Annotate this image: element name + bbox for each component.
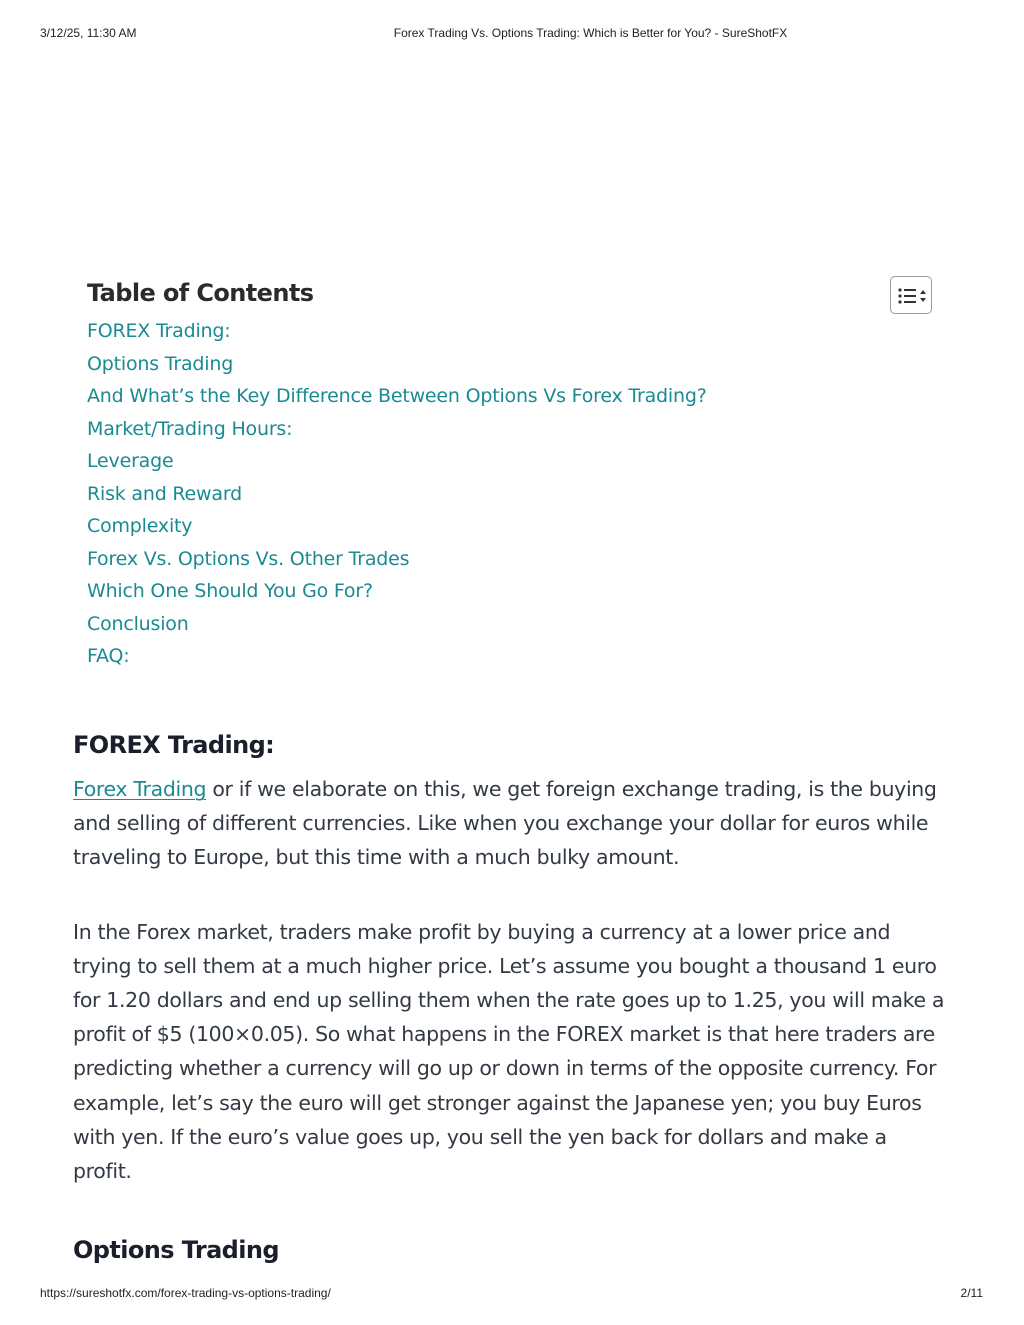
print-page-title: Forex Trading Vs. Options Trading: Which is Better for You? - SureShotFX <box>393 26 788 40</box>
paragraph-text: or if we elaborate on this, we get foreign exchange trading, is the buying and selling of different currencies. Like when you exchange your dollar for euros while traveling to Europe, but this time with a much bulky amount. <box>73 777 937 870</box>
article-body <box>73 726 951 1269</box>
toc-link-forex-trading[interactable]: FOREX Trading: <box>87 320 231 342</box>
toc-toggle-button[interactable] <box>890 276 932 314</box>
article-paragraph <box>73 772 951 875</box>
article-paragraph: In the Forex market, traders make profit by buying a currency at a lower price and trying to sell them at a much higher price. Let’s assume you bought a thousand 1 euro for 1.20 dollars and end up selling them when the rate goes up to 1.25, you will make a profit of $5 (100×0.05). So what happens in the FOREX market is that here traders are predicting whether a currency will go up or down in terms of the opposite currency. For example, let’s say the euro will get stronger against the Japanese yen; you buy Euros with yen. If the euro’s value goes up, you sell the yen back for dollars and make a profit. <box>73 919 945 1184</box>
toc-link-other-trades[interactable]: Forex Vs. Options Vs. Other Trades <box>87 547 410 570</box>
toc-link-market-hours[interactable]: Market/Trading Hours: <box>87 417 293 440</box>
section-heading-options: Options Trading <box>73 1236 279 1265</box>
toc-link-leverage[interactable]: Leverage <box>87 450 174 472</box>
print-header <box>0 26 1024 42</box>
section-heading-forex: FOREX Trading: <box>73 731 275 759</box>
forex-trading-link[interactable]: Forex Trading <box>73 777 207 801</box>
page-number: 2/11 <box>960 1286 983 1300</box>
table-of-contents <box>87 276 932 674</box>
toc-link-which-one[interactable]: Which One Should You Go For? <box>87 580 373 602</box>
toc-list <box>87 316 932 674</box>
print-footer <box>0 1286 1024 1302</box>
toc-link-complexity[interactable]: Complexity <box>87 515 193 537</box>
toc-link-key-difference[interactable]: And What’s the Key Difference Between Options Vs Forex Trading? <box>87 385 707 407</box>
toc-title: Table of Contents <box>87 279 314 307</box>
list-toggle-icon <box>897 287 927 305</box>
toc-link-options-trading[interactable]: Options Trading <box>87 352 234 375</box>
toc-link-faq[interactable]: FAQ: <box>87 645 130 667</box>
toc-link-conclusion[interactable]: Conclusion <box>87 612 189 635</box>
toc-link-risk-reward[interactable]: Risk and Reward <box>87 482 242 505</box>
print-url: https://sureshotfx.com/forex-trading-vs-options-trading/ <box>40 1286 331 1300</box>
print-date: 3/12/25, 11:30 AM <box>40 26 137 40</box>
